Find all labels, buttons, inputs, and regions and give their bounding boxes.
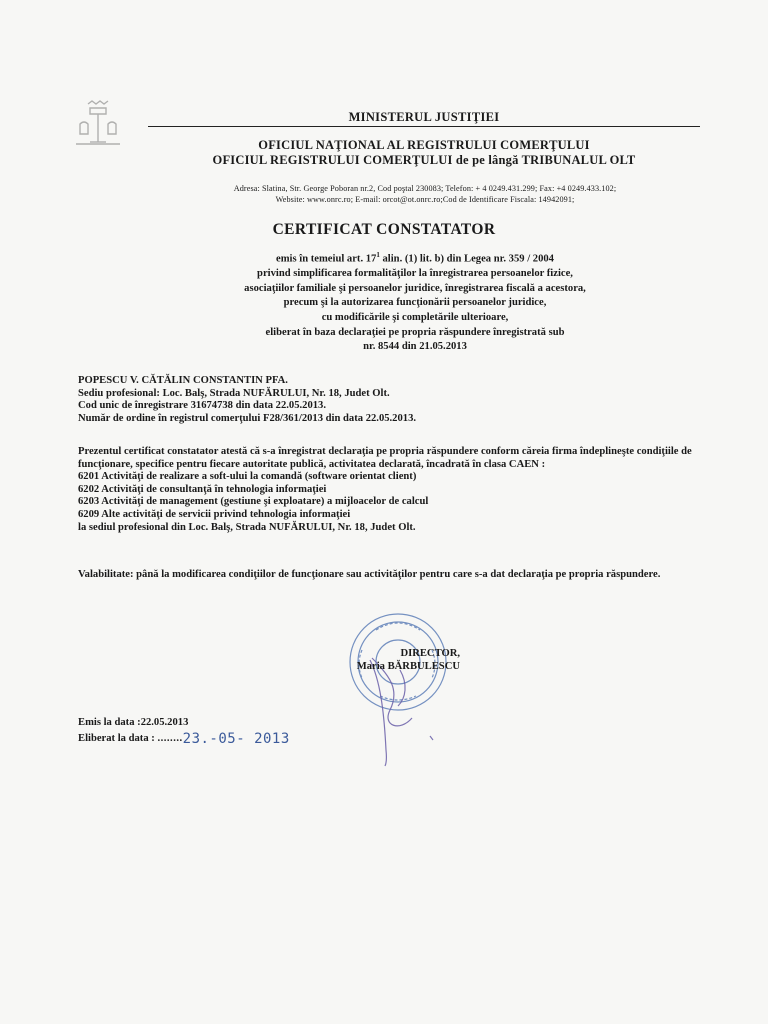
activity-item: 6209 Alte activităţi de servicii privind tehnologia informaţiei <box>78 508 351 520</box>
director-name: Maria BĂRBULESCU <box>356 660 460 672</box>
legal-line-6: eliberat în baza declaraţiei pe propria răspundere înregistrată sub <box>265 326 565 338</box>
company-details <box>78 375 718 425</box>
activity-item: 6203 Activităţi de management (gestiune şi exploatare) a mijloacelor de calcul <box>78 496 429 508</box>
activity-item: 6201 Activităţi de realizare a soft-ului la comandă (software orientat client) <box>78 471 417 483</box>
legal-basis <box>150 248 680 355</box>
office-contact: Website: www.onrc.ro; E-mail: orcot@ot.onrc.ro;Cod de Identificare Fiscala: 14942091; <box>275 195 575 204</box>
office-name-local: OFICIUL REGISTRULUI COMERŢULUI de pe lângă TRIBUNALUL OLT <box>212 153 636 167</box>
legal-line-7: nr. 8544 din 21.05.2013 <box>363 341 467 353</box>
validity-clause: Valabilitate: până la modificarea condiţiilor de funcţionare sau activităţilor pentru care s-a dat declaraţia pe propria răspundere. <box>78 569 661 580</box>
director-role: DIRECTOR, <box>400 648 460 659</box>
legal-line-4: precum şi la autorizarea funcţionării persoanelor juridice, <box>283 297 547 309</box>
issuance-dates <box>78 716 398 747</box>
header-rule <box>148 126 700 127</box>
company-seat: Sediu profesional: Loc. Balş, Strada NUFĂRULUI, Nr. 18, Judet Olt. <box>78 387 390 399</box>
office-name-national: OFICIUL NAŢIONAL AL REGISTRULUI COMERŢULUI <box>258 138 590 152</box>
certificate-statement <box>78 446 718 534</box>
activity-item: 6202 Activităţi de consultanţă în tehnologia informaţiei <box>78 483 327 495</box>
office-address: Adresa: Slatina, Str. George Poboran nr.2, Cod poştal 230083; Telefon: + 4 0249.431.299; Fax: +4 0249.433.102; <box>233 184 617 193</box>
ministry-name: MINISTERUL JUSTIŢIEI <box>348 110 500 124</box>
emis-line: Emis la data :22.05.2013 <box>78 717 189 728</box>
coat-of-arms-logo <box>70 98 126 152</box>
certificate-title: CERTIFICAT CONSTATATOR <box>272 221 496 238</box>
legal-line-5: cu modificările şi completările ulterioare, <box>321 311 509 323</box>
legal-line-3: asociaţiilor familiale şi persoanelor juridice, înregistrarea fiscală a acestora, <box>244 282 586 294</box>
company-cui: Cod unic de înregistrare 31674738 din data 22.05.2013. <box>78 400 326 412</box>
emis-date: 22.05.2013 <box>140 717 189 728</box>
statement-intro: Prezentul certificat constatator atestă că s-a înregistrat declaraţia pe propria răspundere conform căreia firma îndeplineşte condiţiile de funcţionare, specifice pentru fiecare autoritate publică, activitatea declarată, încadrată în clasa CAEN : <box>78 446 692 470</box>
activity-location: la sediul profesional din Loc. Balş, Strada NUFĂRULUI, Nr. 18, Judet Olt. <box>78 521 416 533</box>
legal-line-2: privind simplificarea formalităţilor la înregistrarea persoanelor fizice, <box>257 268 573 280</box>
director-block <box>280 648 460 674</box>
eliberat-line: Eliberat la data : ........23.-05- 2013 <box>78 731 290 748</box>
company-reg-number: Număr de ordine în registrul comerţului F28/361/2013 din data 22.05.2013. <box>78 412 417 424</box>
legal-line-1: emis în temeiul art. $17^1$ alin. (1) lit. b) din Legea nr. 359 / 2004 <box>276 251 554 265</box>
company-name: POPESCU V. CĂTĂLIN CONSTANTIN PFA. <box>78 375 288 386</box>
eliberat-date-stamp: 23.-05- 2013 <box>182 731 290 748</box>
